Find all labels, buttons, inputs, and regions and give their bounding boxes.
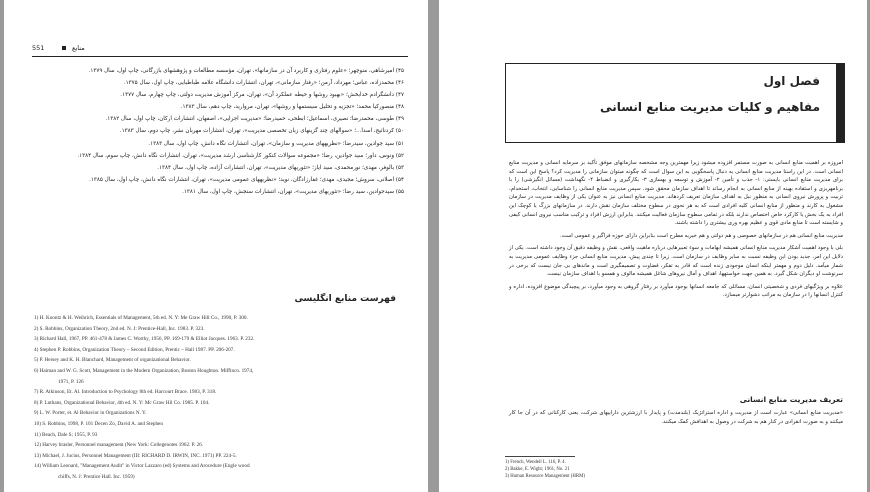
english-ref-item: 1) H. Koontz & H. Weihrich, Essentials of Management, 5th ed. N. Y: Me Graw Hill Co., 1990, P. 300. xyxy=(34,315,248,321)
right-page xyxy=(439,0,867,492)
chapter-label: فصل اول xyxy=(763,74,820,88)
persian-ref-item: ۴۸) منصورکیا محمد؛ «تجزیه و تحلیل سیستمها و روشها»، تهران، مروارید، چاپ دهم، سال ۱۳۸۳. xyxy=(180,104,404,111)
intro-paragraph: علاوه بر ویژگیهای فردی و شخصیتی انسان، مسائلی که جامعه انسانها بوجود میآورد بر رفتار گروهی به وجود میآورد، بر پیچیدگی موضوع افزوده، اداره و کنترل انسانها را در سازمان به مراتب دشوارتر میسازد. xyxy=(509,283,843,299)
chapter-title: مفاهیم و کلیات مدیریت منابع انسانی xyxy=(600,100,820,114)
intro-paragraph: امروزه بر اهمیت منابع انسانی به صورت مستمر افزوده میشود زیرا مهمترین وجه مشخصه سازمانهای موفق تأکید بر سرمایه انسانی و مدیریت منابع انسانی است. در این راستا مدیریت منابع انسانی به دنبال پاسخگویی به این سوال است که چگونه میتوان سازمانی را مدیریت کرد؟ پاسخ این است که برای مدیریت منابع انسانی بایستی: ۱- جذب و تأمین ۲- آموزش و توسعه و بهسازی ۳- بکارگیری و انضباط ۴- نگهداشت (مسائل انگیزشی) را با برنامهریزی و استفاده بهینه از منابع انسانی به انجام رساند تا اهداف سازمان محقق شود. سپس مدیریت منابع انسانی را شناسایی، انتخاب، استخدام، تربیت و پرورش نیروی انسانی به منظور نیل به اهداف سازمان تعریف کردهاند. مدیریت منابع انسانی نیز به عنوان یکی از وظایف مدیریت در سازمان مشغول به کارند و منظور از منابع انسانی کلیه افرادی است که به هر نحوی در سطوح مختلف سازمان نقش دارند. در سازمانهای بزرگ یا کوچک این افراد به یک بخش یا کارکرد خاص اختصاص ندارند بلکه در تمامی سطوح سازمان فعالیت میکنند. بنابراین ارزش افراد و ترکیب مناسب نیروی انسانی کیفی و شایسته است تا منابع مادی قوی و عظیم بهره وری بیشتری را داشته باشند. xyxy=(509,160,843,227)
english-ref-item: 5) P. Hersey and K. H. Blanchard, Management of organizational Behavior. xyxy=(34,357,191,364)
footnote-rule xyxy=(505,456,575,457)
english-ref-item: 7) R. Atkinson, Et. Al. Introduction to Psychology 8th ed. Harcourt Brace. 1983, P. 318. xyxy=(34,389,217,396)
definition-paragraph: «مدیریت منابع انسانی» عبارت است از مدیریت و اداره استراتژیک (بلندمدت) و پایدار با ارزشترین داراییهای شرکت، یعنی کارکنانی که در آن جا کار میکنند و به صورت انفرادی در کنار هم به شرکت در وصول به اهدافش کمک میکنند. xyxy=(509,410,843,425)
intro-body xyxy=(509,159,843,304)
english-ref-item: 13) Michael, J. Jucius, Personnel Management (III: RICHARD D. IRWIN, INC. 1971) PP. 224-5. xyxy=(34,452,237,459)
left-page xyxy=(4,0,428,492)
header-square-icon xyxy=(62,46,66,50)
english-ref-item: 12) Harvey brasler, Personnel management (New York: Collegenotes 1962. P. 26. xyxy=(34,442,204,449)
persian-ref-item: ۵۳) بالوفر، مهدی؛ نورمحمدی، سید ایاز؛ «تئوریهای مدیریت»، تهران، انتشارات آزاده، چاپ اول، سال ۱۳۸۴. xyxy=(157,164,404,171)
persian-references xyxy=(32,66,404,199)
english-ref-item: 6) Haiman and W. G. Scott, Management in the Modern Organization, Boston Houghton. Miffinco. 1974, xyxy=(34,367,254,374)
intro-paragraph: مدیریت منابع انسانی هم در سازمانهای خصوصی و هم دولتی و هم خیریه مطرح است بنابراین دارای حوزه فراگیر و عمومی است. xyxy=(559,232,843,239)
english-refs-title: فهرست منابع انگلیسی xyxy=(294,294,396,304)
english-ref-item: 9) L. W. Porter, et. Al Behavior in Organizations N. Y. xyxy=(34,410,147,417)
english-ref-item: 14) William Leonard, "Management Audit" in Victor Lazzaro (ed) Systems and Arocedure (Engle wood xyxy=(34,463,250,470)
english-ref-item: 1971, P. 126 xyxy=(58,378,84,385)
header-title: منابع xyxy=(72,44,85,52)
persian-ref-item: ۵۰) کردنائیج، اسدا...؛ «سوالهای چند گزینهای زبان تخصصی مدیریت»، تهران، انتشارات مهربان نشر، چاپ دوم، سال ۱۳۸۳. xyxy=(119,128,404,135)
english-ref-item: chiffs, N. J: Prentice Hall. Inc. 1959) xyxy=(58,473,135,480)
persian-ref-item: ۵۲) ونوس، داور؛ سید جوادین، رضا؛ «مجموعه سوالات کنکور کارشناسی ارشد مدیریت»، تهران، انتشارات نگاه دانش، چاپ سوم، سال ۱۳۸۴. xyxy=(77,152,404,159)
definition-heading: تعریف مدیریت منابع انسانی xyxy=(739,395,843,404)
footnote-item: 2) Bakke, E. Wight; 1961, No. 21 xyxy=(505,466,570,472)
persian-ref-item: ۵۵) سیدجوادین، سید رضا؛ «تئوریهای مدیریت»، تهران، انتشارات سنجش، چاپ اول، سال ۱۳۸۱. xyxy=(182,188,404,195)
english-ref-item: 10) S. Robbins, 1998, P. 101 Decen Zo, David A. and Stephen xyxy=(34,420,163,427)
english-ref-item: 11) Beach, Dale S; 1955, P. 93 xyxy=(34,431,98,438)
english-ref-item: 2) S. Robbins, Organization Theory, 2nd ed. N. J: Prentice-Hall, Inc. 1983. P. 323. xyxy=(34,325,205,332)
footnote-item: 1) French, Wendell L. 116, P. 4. xyxy=(505,460,566,465)
persian-ref-item: ۴۵) امیرشاهی، منوچهر؛ «علوم رفتاری و کاربرد آن در سازمانها»، تهران، مؤسسه مطالعات و پژوهشهای بازرگانی، چاپ اول، سال ۱۳۷۹. xyxy=(88,68,404,74)
english-references xyxy=(34,313,394,483)
english-ref-item: 3) Richard Hall, 1967, PP. 461-478 & James C. Worthy, 1956, PP. 169-179 & Elliot Jacques. 1963. P. 232. xyxy=(34,336,255,343)
definition-body xyxy=(509,409,843,430)
footnote-item: 3) Human Resource Management (HRM) xyxy=(505,473,585,479)
persian-ref-item: ۵۴) اصلانی، سروش؛ مجیدی، مهدی؛ غفارزادگان، نوید؛ «نظریههای عمومی مدیریت»، تهران، انتشارات نگاه دانش، چاپ اول، سال ۱۳۸۵. xyxy=(89,176,404,183)
running-header xyxy=(32,44,408,57)
page-number: 551 xyxy=(32,44,45,52)
english-ref-item: 4) Stephen P. Robbins, Organization Theory – Second Edition, Prentic – Hall 1987. PP. 206-207. xyxy=(34,346,235,353)
intro-paragraph: بلی با وجود اهمیت آشکار مدیریت منابع انسانی همیشه ابهامات و سوء تعبیرهایی درباره ماهیت واقعی، نقش و وظیفه دقیق آن وجود داشته است. یکی از دلایل این امر، جدید بودن این وظیفه نسبت به سایر وظایف در سازمان است. زیرا تا چندی پیش، مدیریت منابع انسانی جزء وظایف عمومی مدیریت به شمار میآمد. دلیل دوم و مهمتر اینکه انسان موجودی زنده است که قادر به تفکر، قضاوت و تصمیمگیری است و ماندهای بی جان نیست که برخی در سرنوشت او دیگران شکل گیرد. به همین جهت خواستهها، اهداف و آمال نیروهای شاغل همیشه مالوف و همسو با اهداف سازمان نیست. xyxy=(509,245,843,278)
english-ref-item: 8) P. Luthans, Organizational Behavior, 4th ed. N. Y: Mc Graw Hil Co. 1985. P. 104. xyxy=(34,399,210,406)
persian-ref-item: ۴۹) طوسی، محمدرضا؛ نصیری، اسماعیل؛ ابطحی، حمیدرضا؛ «مدیریت اجرایی»، اصفهان، انتشارات ارکان، چاپ اول، سال ۱۳۸۲. xyxy=(105,116,404,123)
persian-ref-item: ۴۷) دانشگرادم خدابخش؛ «بهبود روشها و حیطه عملکرد آن»، تهران، مرکز آموزش مدیریت دولتی، چاپ چهارم، سال ۱۳۷۷. xyxy=(120,92,404,99)
persian-ref-item: ۵۱) سید جوادین، سیدرضا؛ «نظریههای مدیریت و سازمان»، تهران، انتشارات نگاه دانش، چاپ اول، سال ۱۳۸۳. xyxy=(148,140,404,147)
chapter-title-box xyxy=(505,63,845,143)
footnotes xyxy=(505,460,585,480)
persian-ref-item: ۴۶) محمدزاده، عباس؛ مهرداد، آرمن؛ «رفتار سازمانی»، تهران، انتشارات دانشگاه علامه طباطبایی، چاپ اول، سال ۱۳۷۵. xyxy=(123,80,404,87)
